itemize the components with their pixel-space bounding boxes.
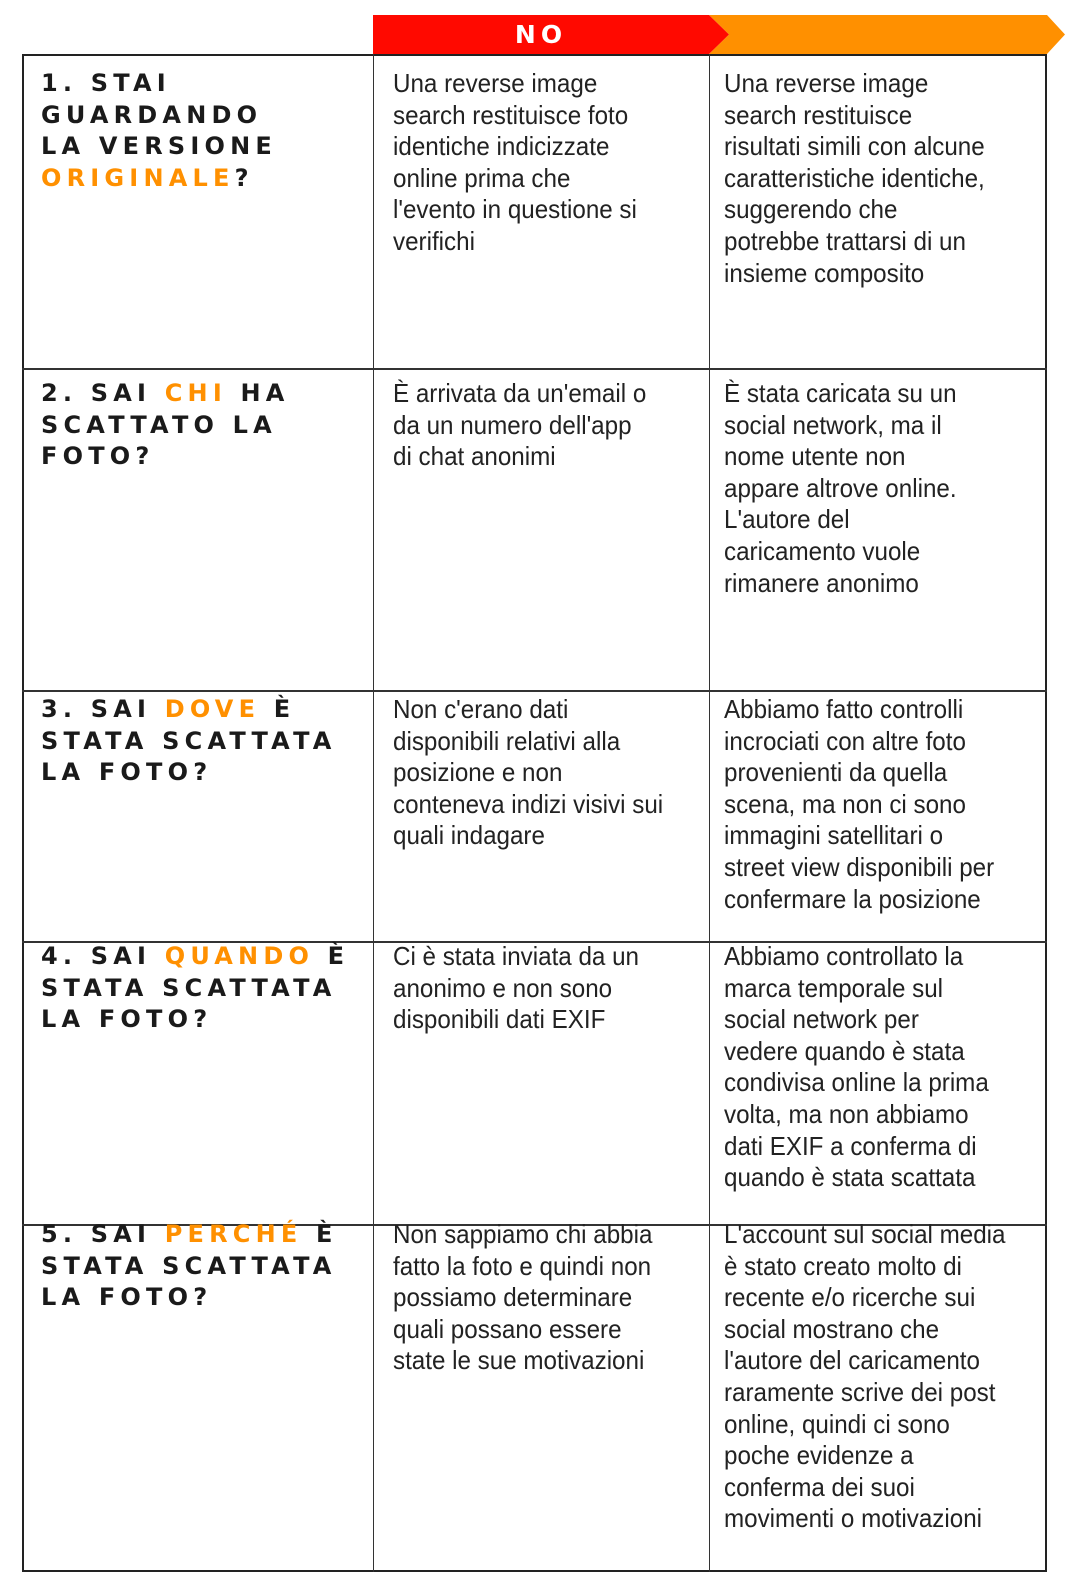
no-cell: È arrivata da un'email o da un numero dell'app di chat anonimi — [393, 378, 647, 472]
question-text: È STATA SCATTATA LA FOTO? — [41, 1220, 338, 1311]
row-divider — [22, 690, 1047, 692]
question-text: HA SCATTATO LA FOTO? — [41, 379, 290, 470]
question-text: ? — [234, 163, 254, 192]
question-text: È STATA SCATTATA LA FOTO? — [41, 695, 337, 786]
question-text: 2. SAI — [41, 379, 165, 407]
maybe-cell: Una reverse image search restituisce risultati simili con alcune caratteristiche identiche, suggerendo che potrebbe trattarsi di un insieme composito — [724, 68, 985, 288]
question-cell — [41, 68, 366, 194]
header-no-label: NO — [514, 20, 568, 49]
question-keyword: CHI — [164, 379, 227, 407]
question-cell — [41, 378, 366, 473]
question-text: 5. SAI — [41, 1220, 165, 1248]
column-divider — [373, 54, 374, 1572]
question-cell — [41, 694, 366, 789]
question-keyword: DOVE — [164, 695, 261, 723]
maybe-cell: Abbiamo controllato la marca temporale sul social network per vedere quando è stata condivisa online la prima volta, ma non abbiamo dati EXIF a conferma di quando è stata scattata — [724, 941, 989, 1193]
question-text: 3. SAI — [41, 695, 165, 723]
header-arrow-orange — [709, 15, 1065, 54]
question-keyword: ORIGINALE — [41, 163, 235, 192]
question-cell — [41, 1219, 366, 1314]
question-text: 1. STAI GUARDANDO LA VERSIONE — [41, 69, 277, 160]
row-divider — [22, 368, 1047, 370]
no-cell: Una reverse image search restituisce foto identiche indicizzate online prima che l'evento in questione si verifichi — [393, 68, 637, 256]
no-cell: Ci è stata inviata da un anonimo e non sono disponibili dati EXIF — [393, 941, 639, 1035]
question-text: 4. SAI — [41, 942, 165, 970]
no-cell: Non c'erano dati disponibili relativi alla posizione e non conteneva indizi visivi sui quali indagare — [393, 694, 664, 851]
no-cell: Non sappiamo chi abbia fatto la foto e quindi non possiamo determinare quali possano essere state le sue motivazioni — [393, 1219, 653, 1376]
question-text: È STATA SCATTATA LA FOTO? — [41, 942, 350, 1033]
question-cell — [41, 941, 366, 1036]
maybe-cell: L'account sul social media è stato creato molto di recente e/o ricerche sui social mostrano che l'autore del caricamento raramente scrive dei post online, quindi ci sono poche evidenze a conferma dei suoi movimenti o motivazioni — [724, 1219, 1006, 1534]
question-keyword: QUANDO — [164, 942, 315, 970]
maybe-cell: È stata caricata su un social network, ma il nome utente non appare altrove online. L'autore del caricamento vuole rimanere anonimo — [724, 378, 957, 598]
column-divider — [709, 54, 710, 1572]
maybe-cell: Abbiamo fatto controlli incrociati con altre foto provenienti da quella scena, ma non ci sono immagini satellitari o street view disponibili per confermare la posizione — [724, 694, 995, 914]
question-keyword: PERCHÉ — [164, 1220, 303, 1248]
